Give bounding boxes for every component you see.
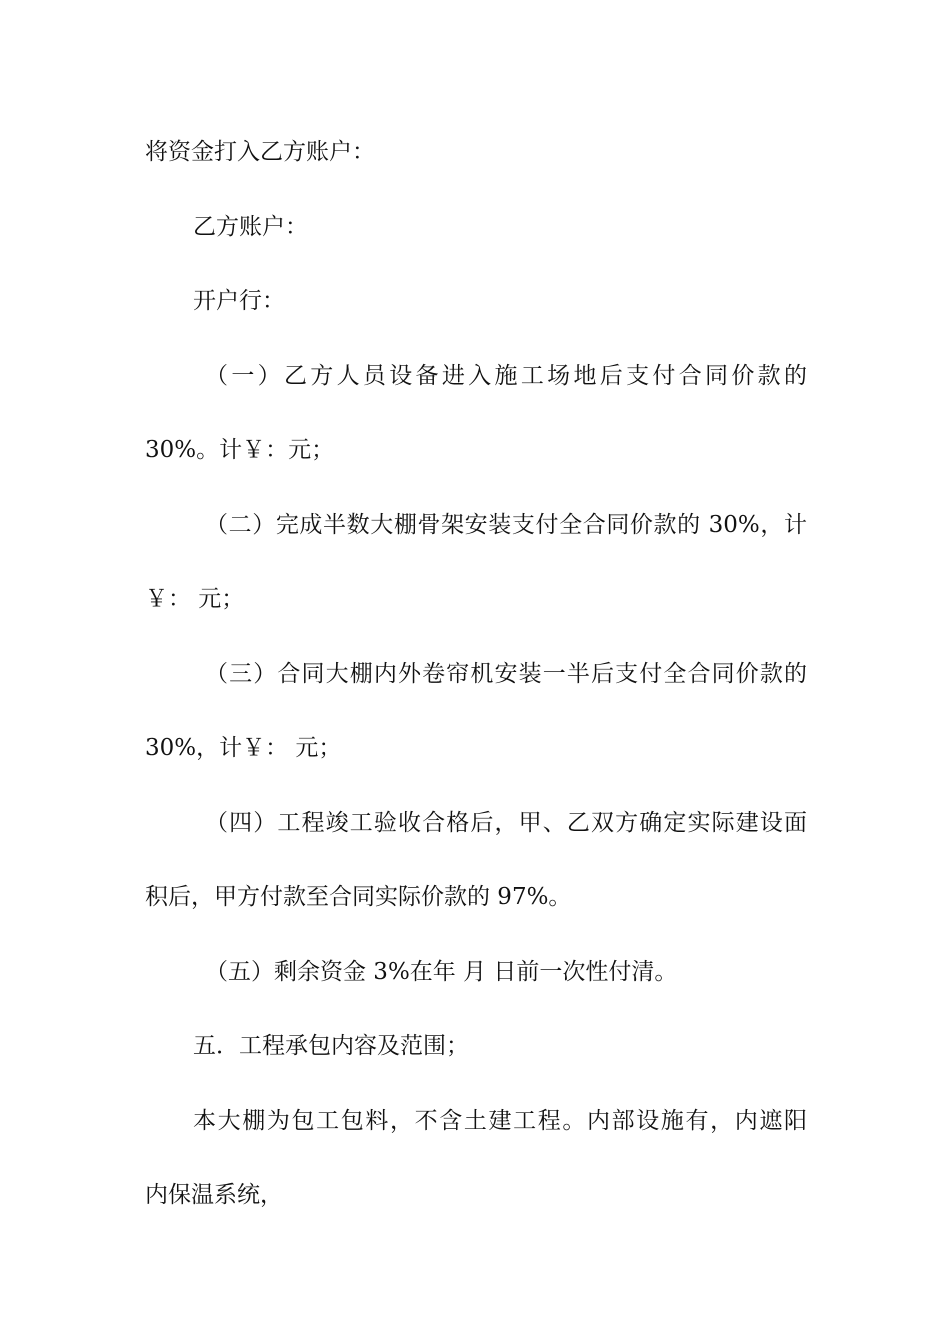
paragraph-line-item-5: （五）剩余资金 3%在年 月 日前一次性付清。 <box>205 959 678 985</box>
paragraph-line-item-2-cont: ￥： 元； <box>145 586 245 612</box>
paragraph-line-account: 乙方账户： <box>193 214 308 240</box>
paragraph-line-scope-cont: 内保温系统， <box>145 1182 283 1208</box>
paragraph-line-bank: 开户行： <box>193 288 285 314</box>
section-heading-scope: 五．工程承包内容及范围； <box>193 1033 469 1059</box>
paragraph-line-item-4: （四）工程竣工验收合格后，甲、乙双方确定实际建设面 <box>205 810 807 836</box>
paragraph-line-item-3-cont: 30%，计￥： 元； <box>145 735 342 761</box>
paragraph-line-transfer: 将资金打入乙方账户： <box>145 139 375 165</box>
paragraph-line-item-4-cont: 积后，甲方付款至合同实际价款的 97%。 <box>145 884 572 910</box>
paragraph-line-item-2: （二）完成半数大棚骨架安装支付全合同价款的 30%，计 <box>205 512 807 538</box>
paragraph-line-scope: 本大棚为包工包料，不含土建工程。内部设施有，内遮阳 <box>193 1108 807 1134</box>
paragraph-line-item-1-cont: 30%。计￥：元； <box>145 437 335 463</box>
paragraph-line-item-3: （三）合同大棚内外卷帘机安装一半后支付全合同价款的 <box>205 661 807 687</box>
paragraph-line-item-1: （一）乙方人员设备进入施工场地后支付合同价款的 <box>205 363 807 389</box>
